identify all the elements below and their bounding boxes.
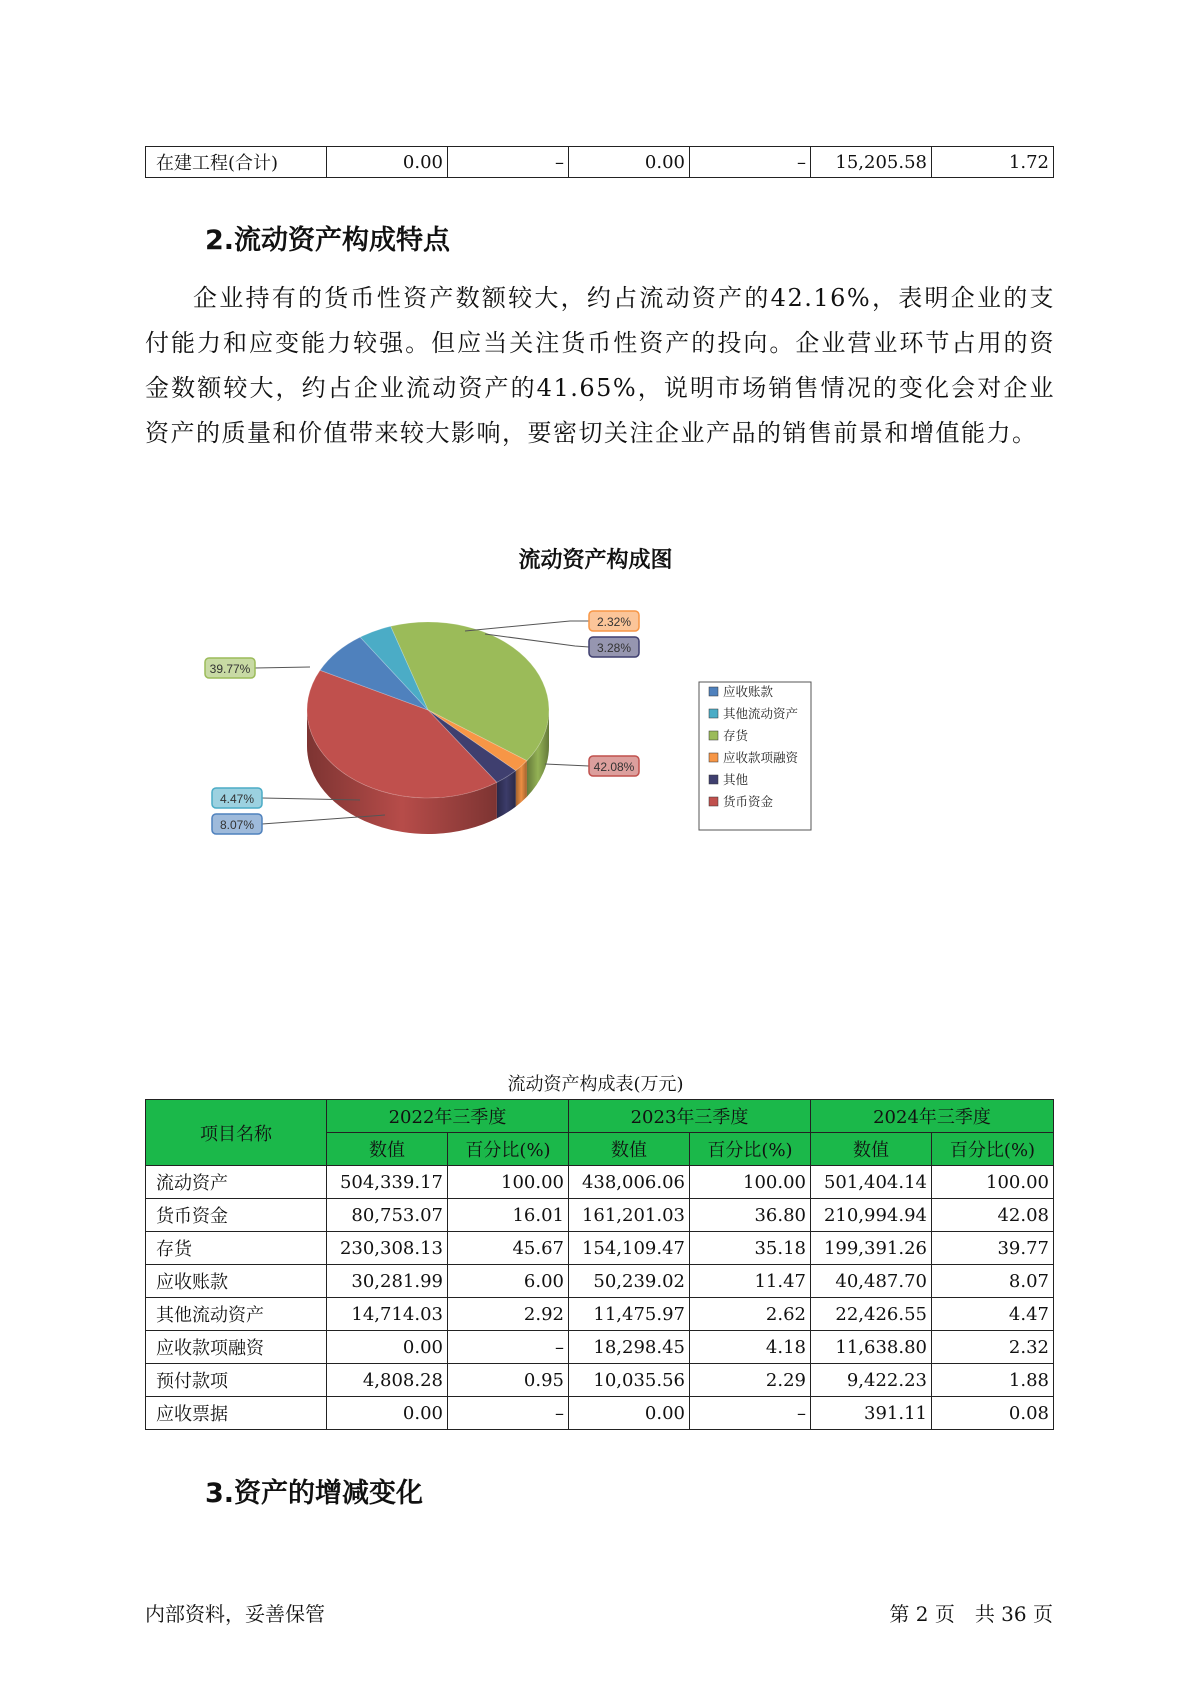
- leader-line: [545, 764, 589, 766]
- legend-entry: 应收账款: [723, 684, 774, 699]
- leader-line: [255, 667, 310, 668]
- table-cell: 8.07: [932, 1265, 1054, 1298]
- table-cell: 0.95: [448, 1364, 569, 1397]
- table-cell: 0.00: [569, 1397, 690, 1430]
- corner-header: 项目名称: [146, 1100, 327, 1166]
- table-cell: 100.00: [448, 1166, 569, 1199]
- row-label: 其他流动资产: [146, 1298, 327, 1331]
- table-cell: 4.47: [932, 1298, 1054, 1331]
- table-row: [146, 1364, 1054, 1397]
- table-cell: 2.29: [690, 1364, 811, 1397]
- table-cell: –: [690, 1397, 811, 1430]
- legend-swatch: [709, 753, 718, 762]
- leader-line: [465, 621, 589, 631]
- row-label: 应收票据: [146, 1397, 327, 1430]
- table-cell: 30,281.99: [327, 1265, 448, 1298]
- table-cell: 154,109.47: [569, 1232, 690, 1265]
- table-cell: 35.18: [690, 1232, 811, 1265]
- chart-title: 流动资产构成图: [518, 548, 673, 573]
- table-cell: 39.77: [932, 1232, 1054, 1265]
- table-cell: 42.08: [932, 1199, 1054, 1232]
- table-cell: 6.00: [448, 1265, 569, 1298]
- table-cell: 0.08: [932, 1397, 1054, 1430]
- legend-swatch: [709, 731, 718, 740]
- section-heading: 2.流动资产构成特点: [205, 225, 451, 256]
- table-row: [146, 1298, 1054, 1331]
- subheader-value: 数值: [811, 1133, 932, 1166]
- legend-swatch: [709, 687, 718, 696]
- row-label: 流动资产: [146, 1166, 327, 1199]
- footer-confidential: 内部资料，妥善保管: [145, 1602, 325, 1626]
- table-cell: –: [448, 1397, 569, 1430]
- legend-swatch: [709, 797, 718, 806]
- table-cell: 2.62: [690, 1298, 811, 1331]
- table-cell: 0.00: [569, 147, 690, 178]
- period-header: 2022年三季度: [327, 1100, 569, 1133]
- subheader-value: 数值: [327, 1133, 448, 1166]
- legend-swatch: [709, 775, 718, 784]
- table-row: [146, 1331, 1054, 1364]
- table-cell: –: [448, 147, 569, 178]
- data-label: 39.77%: [209, 662, 251, 676]
- table-cell: 22,426.55: [811, 1298, 932, 1331]
- table-cell: 0.00: [327, 1397, 448, 1430]
- data-label: 4.47%: [219, 792, 255, 806]
- period-header: 2024年三季度: [811, 1100, 1054, 1133]
- table-cell: 50,239.02: [569, 1265, 690, 1298]
- table-cell: 161,201.03: [569, 1199, 690, 1232]
- row-label: 货币资金: [146, 1199, 327, 1232]
- table-cell: 11,638.80: [811, 1331, 932, 1364]
- row-label: 应收款项融资: [146, 1331, 327, 1364]
- table-cell: 45.67: [448, 1232, 569, 1265]
- table-cell: 4.18: [690, 1331, 811, 1364]
- data-label: 3.28%: [596, 641, 632, 655]
- table-cell: 2.32: [932, 1331, 1054, 1364]
- table-caption: 流动资产构成表(万元): [507, 1074, 684, 1095]
- section-heading: 3.资产的增减变化: [205, 1478, 424, 1509]
- table-cell: 4,808.28: [327, 1364, 448, 1397]
- table-cell: 2.92: [448, 1298, 569, 1331]
- legend-entry: 其他: [723, 772, 749, 787]
- table-cell: 18,298.45: [569, 1331, 690, 1364]
- subheader-percent: 百分比(%): [690, 1133, 811, 1166]
- table-cell: 0.00: [327, 147, 448, 178]
- table-cell: 501,404.14: [811, 1166, 932, 1199]
- period-header: 2023年三季度: [569, 1100, 811, 1133]
- body-paragraph: 企业持有的货币性资产数额较大，约占流动资产的42.16%，表明企业的支付能力和应变能力较强。但应当关注货币性资产的投向。企业营业环节占用的资金数额较大，约占企业流动资产的41.65%，说明市场销售情况的变化会对企业资产的质量和价值带来较大影响，要密切关注企业产品的销售前景和增值能力。: [145, 284, 1055, 447]
- legend-entry: 货币资金: [723, 794, 774, 809]
- table-cell: –: [448, 1331, 569, 1364]
- table-cell: 11,475.97: [569, 1298, 690, 1331]
- subheader-value: 数值: [569, 1133, 690, 1166]
- table-cell: 80,753.07: [327, 1199, 448, 1232]
- row-label: 应收账款: [146, 1265, 327, 1298]
- table-cell: 10,035.56: [569, 1364, 690, 1397]
- data-label: 2.32%: [596, 615, 632, 629]
- table-row: [146, 1232, 1054, 1265]
- row-label: 在建工程(合计): [146, 147, 327, 178]
- legend-entry: 应收款项融资: [723, 750, 799, 765]
- table-cell: 230,308.13: [327, 1232, 448, 1265]
- table-cell: 210,994.94: [811, 1199, 932, 1232]
- table-cell: 100.00: [932, 1166, 1054, 1199]
- table-row: [146, 1199, 1054, 1232]
- table-cell: 36.80: [690, 1199, 811, 1232]
- table-cell: 15,205.58: [811, 147, 932, 178]
- row-label: 存货: [146, 1232, 327, 1265]
- table-row: [146, 1265, 1054, 1298]
- table-cell: 504,339.17: [327, 1166, 448, 1199]
- table-cell: 40,487.70: [811, 1265, 932, 1298]
- table-cell: 9,422.23: [811, 1364, 932, 1397]
- table-cell: 16.01: [448, 1199, 569, 1232]
- table-row: [146, 1166, 1054, 1199]
- legend-entry: 存货: [723, 728, 749, 743]
- current-assets-table: [145, 1099, 1054, 1430]
- table-cell: 1.72: [932, 147, 1054, 178]
- header-row: [146, 1100, 1054, 1133]
- table-cell: 11.47: [690, 1265, 811, 1298]
- legend-swatch: [709, 709, 718, 718]
- page-number: 第 2 页 共 36 页: [889, 1602, 1053, 1626]
- table-cell: 0.00: [327, 1331, 448, 1364]
- table-cell: 100.00: [690, 1166, 811, 1199]
- data-label: 8.07%: [219, 818, 255, 832]
- table-cell: 438,006.06: [569, 1166, 690, 1199]
- table-cell: 199,391.26: [811, 1232, 932, 1265]
- table-cell: 391.11: [811, 1397, 932, 1430]
- legend-entry: 其他流动资产: [723, 706, 799, 721]
- subheader-percent: 百分比(%): [932, 1133, 1054, 1166]
- data-label: 42.08%: [593, 760, 635, 774]
- table-row: [146, 1397, 1054, 1430]
- table-cell: –: [690, 147, 811, 178]
- table-cell: 1.88: [932, 1364, 1054, 1397]
- subheader-percent: 百分比(%): [448, 1133, 569, 1166]
- row-label: 预付款项: [146, 1364, 327, 1397]
- table-cell: 14,714.03: [327, 1298, 448, 1331]
